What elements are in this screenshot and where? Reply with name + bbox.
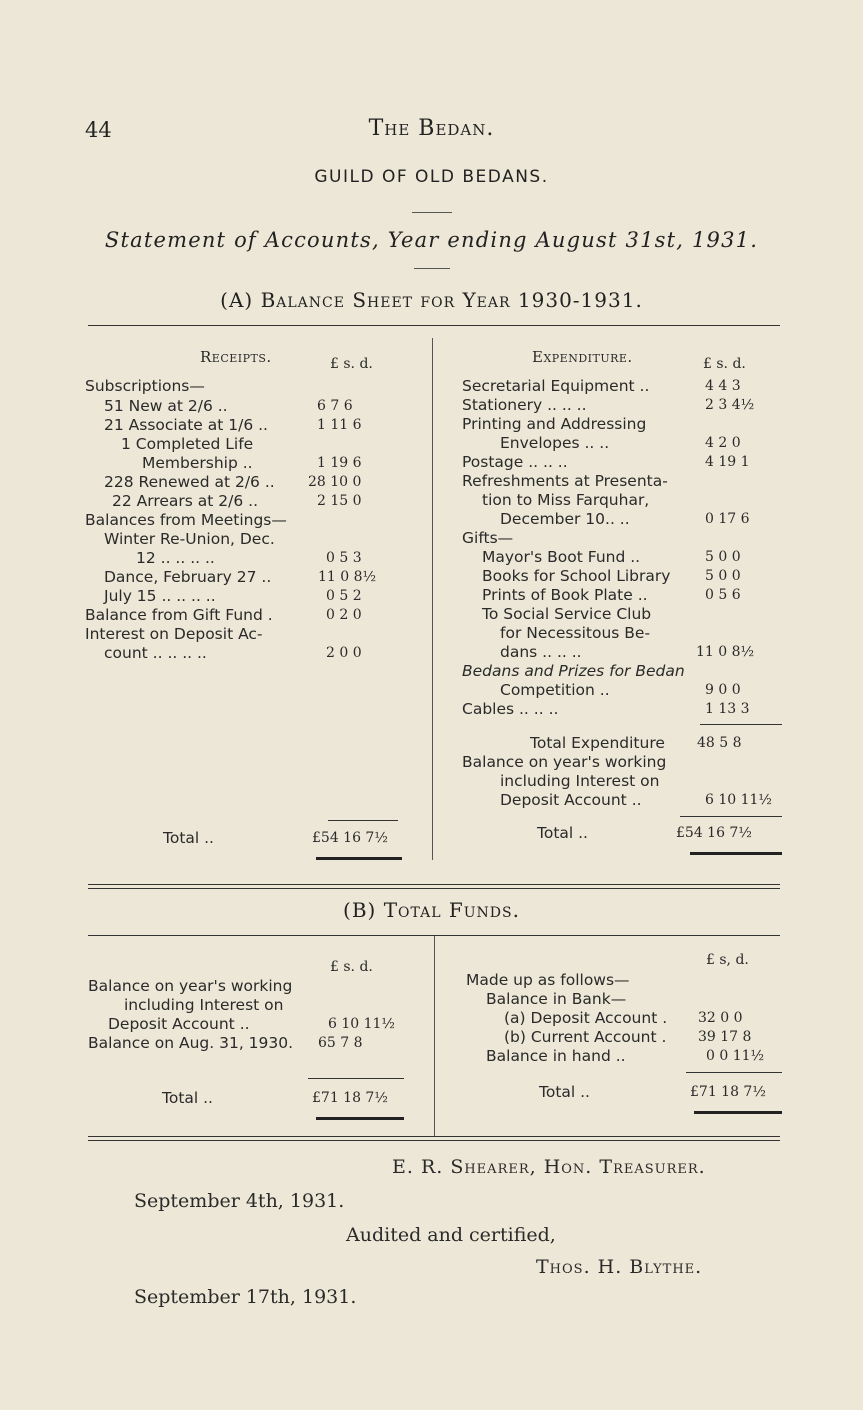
receipt-amount: 6 7 6 xyxy=(317,398,353,414)
funds-left-amount: 65 7 8 xyxy=(318,1035,363,1051)
expenditure-amount: 4 4 3 xyxy=(705,378,741,394)
receipt-label: 21 Associate at 1/6 .. xyxy=(104,416,268,434)
expenditure-amount: 11 0 8½ xyxy=(696,644,755,660)
receipt-amount: 1 19 6 xyxy=(317,455,362,471)
section-a-top-rule xyxy=(88,325,780,326)
balance-line: Balance on year's working xyxy=(462,753,667,771)
expenditure-amount: 0 17 6 xyxy=(705,511,750,527)
expenditure-subtotal-rule xyxy=(700,724,782,725)
expenditure-label: Mayor's Boot Fund .. xyxy=(482,548,641,566)
receipt-amount: 0 2 0 xyxy=(326,607,362,623)
receipts-heading: Receipts. xyxy=(200,348,272,366)
expenditure-amount: 4 19 1 xyxy=(705,454,750,470)
section-b-divider xyxy=(434,936,435,1136)
expenditure-label: Gifts— xyxy=(462,529,514,547)
section-rule-bottom xyxy=(88,888,780,889)
funds-right-underline xyxy=(694,1111,782,1114)
expenditure-amount: 5 0 0 xyxy=(705,549,741,565)
expenditure-amount: 5 0 0 xyxy=(705,568,741,584)
expenditure-label: Envelopes .. .. xyxy=(500,434,610,452)
funds-right-row: (b) Current Account . xyxy=(504,1028,667,1046)
receipt-label: 228 Renewed at 2/6 .. xyxy=(104,473,275,491)
receipt-label: count .. .. .. .. xyxy=(104,644,207,662)
expenditure-cols: £ s. d. xyxy=(703,356,746,372)
expenditure-label: Printing and Addressing xyxy=(462,415,647,433)
section-a-divider xyxy=(432,338,433,860)
total-expenditure-amount: 48 5 8 xyxy=(697,735,742,751)
funds-right-total-rule xyxy=(686,1072,782,1073)
receipt-amount: 0 5 3 xyxy=(326,550,362,566)
receipt-label: 1 Completed Life xyxy=(121,435,254,453)
receipt-amount: 28 10 0 xyxy=(308,474,362,490)
expenditure-total-rule xyxy=(680,816,782,817)
funds-left-amount: 6 10 11½ xyxy=(328,1016,396,1032)
funds-right-line: Made up as follows— xyxy=(466,971,630,989)
receipt-label: Balance from Gift Fund . xyxy=(85,606,273,624)
expenditure-label: dans .. .. .. xyxy=(500,643,582,661)
funds-right-total-label: Total .. xyxy=(539,1083,590,1101)
document-title: GUILD OF OLD BEDANS. xyxy=(314,167,549,187)
receipt-label: Winter Re-Union, Dec. xyxy=(104,530,275,548)
receipt-amount: 1 11 6 xyxy=(317,417,362,433)
expenditure-label: Prints of Book Plate .. xyxy=(482,586,648,604)
expenditure-total-amount: £54 16 7½ xyxy=(676,825,752,841)
funds-left-line: Balance on year's working xyxy=(88,977,293,995)
expenditure-label: To Social Service Club xyxy=(482,605,652,623)
funds-left-line: Balance on Aug. 31, 1930. xyxy=(88,1034,294,1052)
receipt-amount: 11 0 8½ xyxy=(318,569,377,585)
balance-line: Deposit Account .. xyxy=(500,791,642,809)
expenditure-heading: Expenditure. xyxy=(532,348,633,366)
funds-right-cols: £ s, d. xyxy=(706,952,749,968)
receipt-label: July 15 .. .. .. .. xyxy=(104,587,216,605)
funds-left-underline xyxy=(316,1117,404,1120)
receipts-cols: £ s. d. xyxy=(330,356,373,372)
funds-left-total-amount: £71 18 7½ xyxy=(312,1090,388,1106)
running-title: The Bedan. xyxy=(368,116,495,141)
expenditure-label: Cables .. .. .. xyxy=(462,700,559,718)
expenditure-amount: 2 3 4½ xyxy=(705,397,755,413)
signature-date: September 4th, 1931. xyxy=(134,1190,345,1212)
expenditure-label: Bedans and Prizes for Bedan xyxy=(462,662,685,680)
receipt-label: 22 Arrears at 2/6 .. xyxy=(112,492,259,510)
section-b-bottom-rule-top xyxy=(88,1136,780,1137)
funds-right-amount: 0 0 11½ xyxy=(706,1048,765,1064)
receipt-label: Subscriptions— xyxy=(85,377,205,395)
expenditure-amount: 1 13 3 xyxy=(705,701,750,717)
funds-left-total-label: Total .. xyxy=(162,1089,213,1107)
treasurer-signature: E. R. Shearer, Hon. Treasurer. xyxy=(392,1156,706,1178)
receipts-total-label: Total .. xyxy=(163,829,214,847)
receipt-label: Membership .. xyxy=(142,454,253,472)
receipt-amount: 2 15 0 xyxy=(317,493,362,509)
expenditure-label: for Necessitous Be- xyxy=(500,624,651,642)
section-b-title: (B) Total Funds. xyxy=(343,898,520,922)
section-rule-top xyxy=(88,884,780,885)
expenditure-total-underline xyxy=(690,852,782,855)
audited-note: Audited and certified, xyxy=(346,1224,556,1246)
balance-line: including Interest on xyxy=(500,772,660,790)
expenditure-label: December 10.. .. xyxy=(500,510,630,528)
expenditure-total-label: Total .. xyxy=(537,824,588,842)
funds-right-total-amount: £71 18 7½ xyxy=(690,1084,766,1100)
receipt-label: 12 .. .. .. .. xyxy=(136,549,215,567)
funds-right-amount: 39 17 8 xyxy=(698,1029,752,1045)
receipts-total-rule xyxy=(328,820,398,821)
balance-amount: 6 10 11½ xyxy=(705,792,773,808)
expenditure-amount: 9 0 0 xyxy=(705,682,741,698)
funds-left-cols: £ s. d. xyxy=(330,959,373,975)
section-b-bottom-rule-bottom xyxy=(88,1140,780,1141)
receipt-label: Balances from Meetings— xyxy=(85,511,287,529)
audit-date: September 17th, 1931. xyxy=(134,1286,357,1308)
funds-right-line: Balance in Bank— xyxy=(486,990,627,1008)
receipt-label: Dance, February 27 .. xyxy=(104,568,272,586)
title-divider xyxy=(412,212,452,213)
funds-left-total-rule xyxy=(308,1078,404,1079)
funds-left-line: including Interest on xyxy=(124,996,284,1014)
expenditure-amount: 4 2 0 xyxy=(705,435,741,451)
total-expenditure-label: Total Expenditure xyxy=(530,734,665,752)
expenditure-label: Books for School Library xyxy=(482,567,671,585)
funds-right-row: Balance in hand .. xyxy=(486,1047,626,1065)
expenditure-label: Competition .. xyxy=(500,681,610,699)
expenditure-label: Stationery .. .. .. xyxy=(462,396,587,414)
funds-right-amount: 32 0 0 xyxy=(698,1010,743,1026)
receipts-total-amount: £54 16 7½ xyxy=(312,830,388,846)
statement-title: Statement of Accounts, Year ending August 31st, 1931. xyxy=(104,228,759,252)
receipt-amount: 0 5 2 xyxy=(326,588,362,604)
funds-left-line: Deposit Account .. xyxy=(108,1015,250,1033)
receipt-amount: 2 0 0 xyxy=(326,645,362,661)
page-number: 44 xyxy=(85,118,112,142)
expenditure-label: Refreshments at Presenta- xyxy=(462,472,668,490)
expenditure-label: tion to Miss Farquhar, xyxy=(482,491,650,509)
expenditure-amount: 0 5 6 xyxy=(705,587,741,603)
expenditure-label: Secretarial Equipment .. xyxy=(462,377,650,395)
receipt-label: Interest on Deposit Ac- xyxy=(85,625,263,643)
expenditure-label: Postage .. .. .. xyxy=(462,453,568,471)
receipts-total-underline xyxy=(316,857,402,860)
section-a-title: (A) Balance Sheet for Year 1930-1931. xyxy=(220,288,643,312)
auditor-signature: Thos. H. Blythe. xyxy=(536,1256,703,1278)
funds-right-row: (a) Deposit Account . xyxy=(504,1009,668,1027)
receipt-label: 51 New at 2/6 .. xyxy=(104,397,228,415)
statement-divider xyxy=(414,268,450,269)
